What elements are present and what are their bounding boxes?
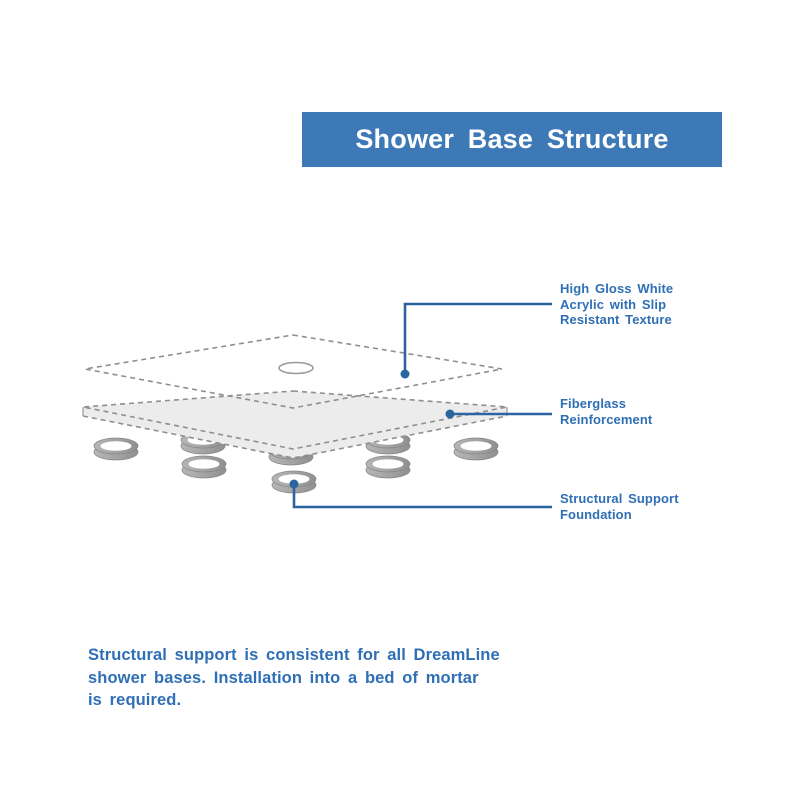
support-ring — [182, 456, 226, 478]
label-line: Acrylic with Slip — [560, 296, 667, 312]
label-fiberglass — [560, 396, 652, 427]
label-line: High Gloss White — [560, 281, 674, 296]
support-ring — [454, 438, 498, 460]
label-line: Fiberglass — [560, 396, 627, 411]
label-line: Reinforcement — [560, 411, 653, 427]
drain-hole — [279, 363, 313, 374]
footnote-text — [88, 644, 500, 712]
callout-dot-fiberglass — [446, 410, 455, 419]
label-line: Structural Support — [560, 491, 679, 506]
label-acrylic — [560, 281, 673, 328]
footnote-line: shower bases. Installation into a bed of mortar — [88, 668, 479, 687]
callout-line-foundation — [294, 484, 552, 507]
footnote-line: is required. — [88, 691, 182, 709]
support-ring — [94, 438, 138, 460]
fiberglass-layer — [83, 391, 507, 458]
callout-line-acrylic — [405, 304, 552, 374]
label-line: Resistant Texture — [560, 312, 672, 327]
label-foundation — [560, 491, 679, 522]
support-ring — [366, 456, 410, 478]
label-line: Foundation — [560, 506, 632, 522]
footnote-line: Structural support is consistent for all DreamLine — [88, 646, 500, 664]
callout-dot-foundation — [290, 480, 299, 489]
page-title: Shower Base Structure — [355, 124, 669, 154]
callout-dot-acrylic — [401, 370, 410, 379]
